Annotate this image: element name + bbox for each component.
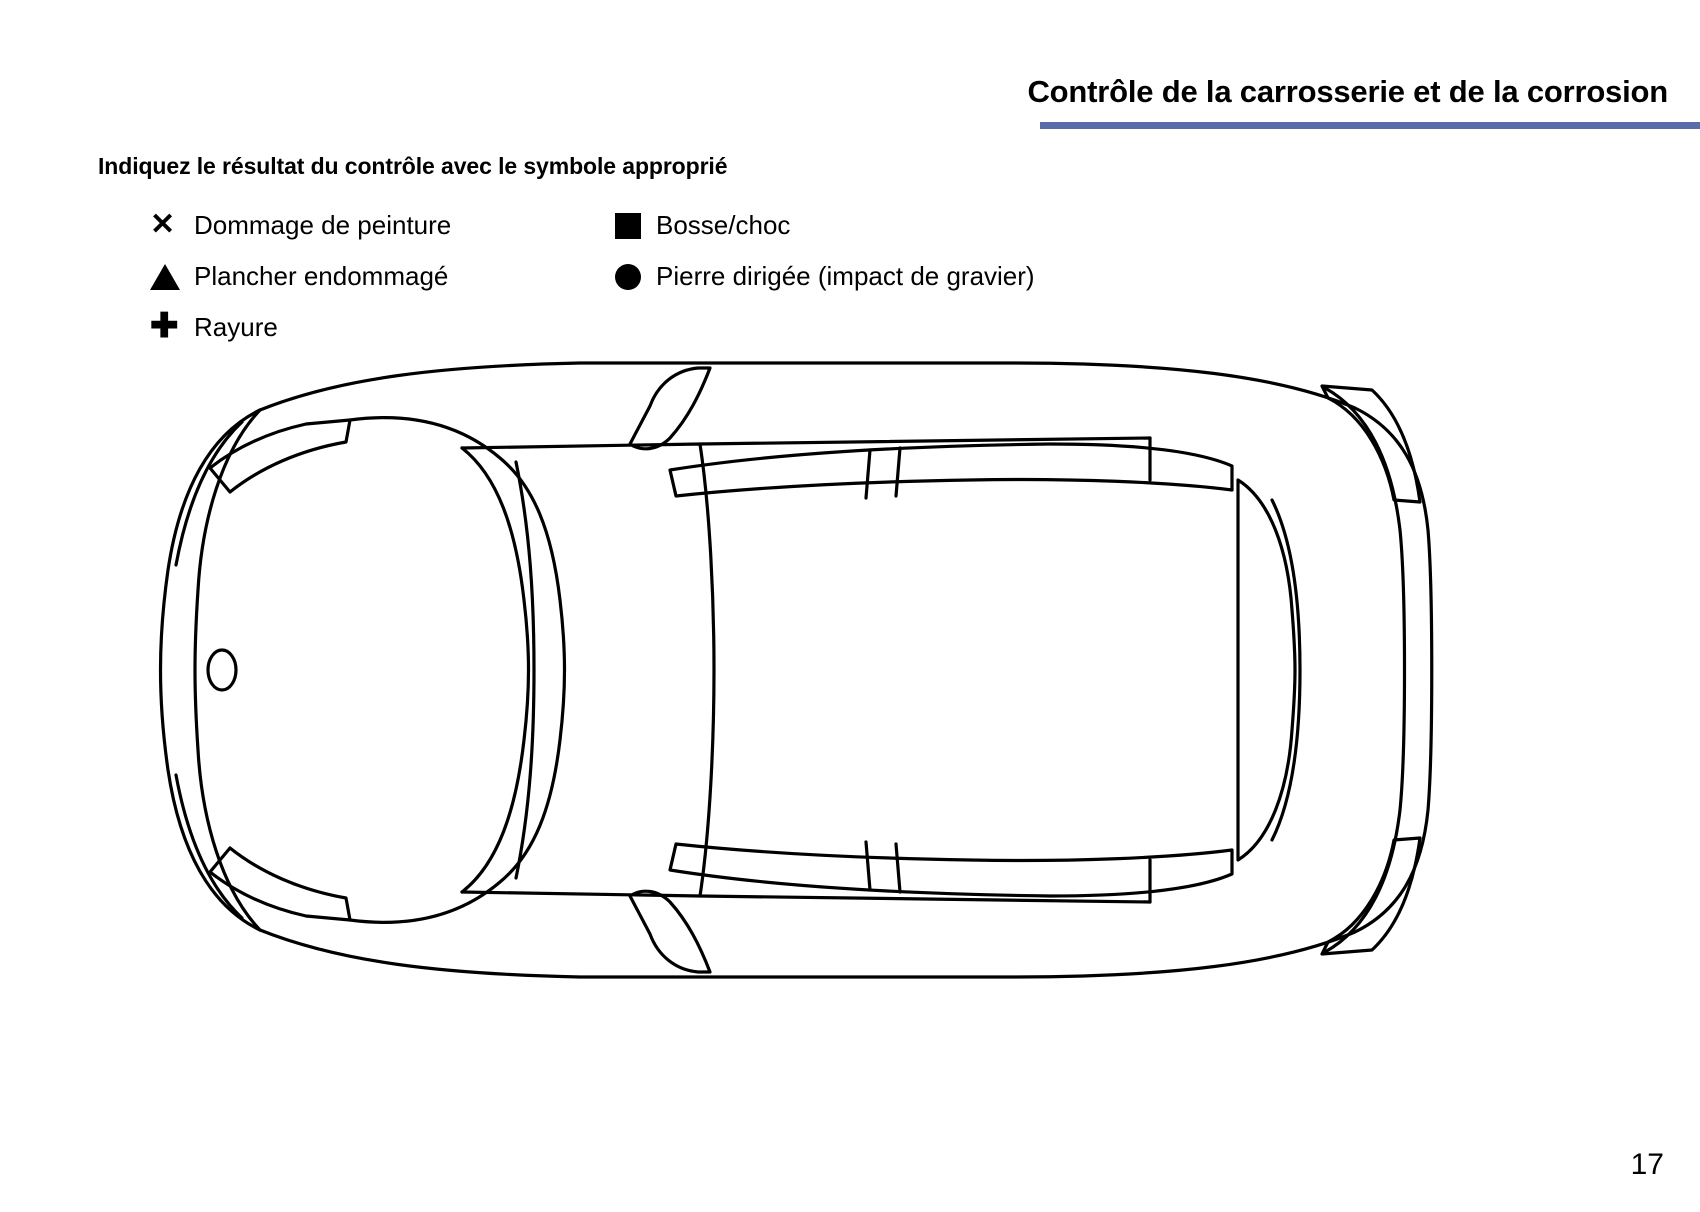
x-mark-icon [150, 207, 194, 241]
legend-item-scratch [150, 302, 451, 353]
legend-item-paint-damage [150, 200, 451, 251]
page-number: 17 [1630, 1148, 1664, 1181]
roof-panel [462, 444, 714, 896]
side-glass-upper [670, 444, 1232, 496]
roof-inner-edge [516, 462, 534, 878]
legend-item-stone-chip [600, 251, 1035, 302]
x-mark-glyph: ✕ [150, 207, 176, 241]
front-bumper-upper-line [176, 422, 242, 565]
legend-column-left [150, 200, 451, 353]
taillight-rear-left [1322, 386, 1420, 502]
plus-sign-glyph: ✚ [150, 306, 179, 345]
filled-triangle-shape [150, 264, 180, 290]
hood-emblem [208, 650, 236, 690]
filled-square-shape [615, 213, 641, 239]
door-split-lower-rear [896, 844, 900, 892]
filled-circle-shape [615, 264, 641, 290]
filled-square-icon [600, 213, 656, 239]
door-split-upper-rear [896, 448, 900, 496]
legend-label-scratch: Rayure [194, 312, 278, 342]
front-bumper-lower-line [176, 775, 242, 918]
door-split-upper-front [866, 450, 870, 498]
door-split-lower-front [866, 842, 870, 890]
vehicle-outline-svg [110, 350, 1470, 990]
legend-label-floor-damage: Plancher endommagé [194, 261, 449, 291]
vehicle-top-view-outline [110, 350, 1470, 990]
filled-circle-icon [600, 264, 656, 290]
legend-column-right [600, 200, 1035, 302]
rear-panel-line [1325, 388, 1405, 952]
hood-outline [350, 418, 565, 923]
page-header [0, 74, 1700, 138]
mirror-upper [630, 368, 710, 449]
legend-item-floor-damage [150, 251, 451, 302]
legend-label-stone-chip: Pierre dirigée (impact de gravier) [656, 261, 1035, 291]
plus-sign-icon [150, 306, 194, 345]
filled-triangle-icon [150, 264, 194, 290]
taillight-rear-right [1322, 838, 1420, 954]
legend-item-dent [600, 200, 1035, 251]
header-divider [1040, 122, 1700, 129]
page-title: Contrôle de la carrosserie et de la corrosion [1027, 74, 1668, 109]
instruction-text: Indiquez le résultat du contrôle avec le symbole approprié [98, 153, 728, 179]
legend-label-dent: Bosse/choc [656, 210, 791, 240]
legend-label-paint-damage: Dommage de peinture [194, 210, 452, 240]
windshield-line [462, 448, 529, 892]
side-glass-lower [670, 844, 1232, 896]
mirror-lower [630, 891, 710, 972]
